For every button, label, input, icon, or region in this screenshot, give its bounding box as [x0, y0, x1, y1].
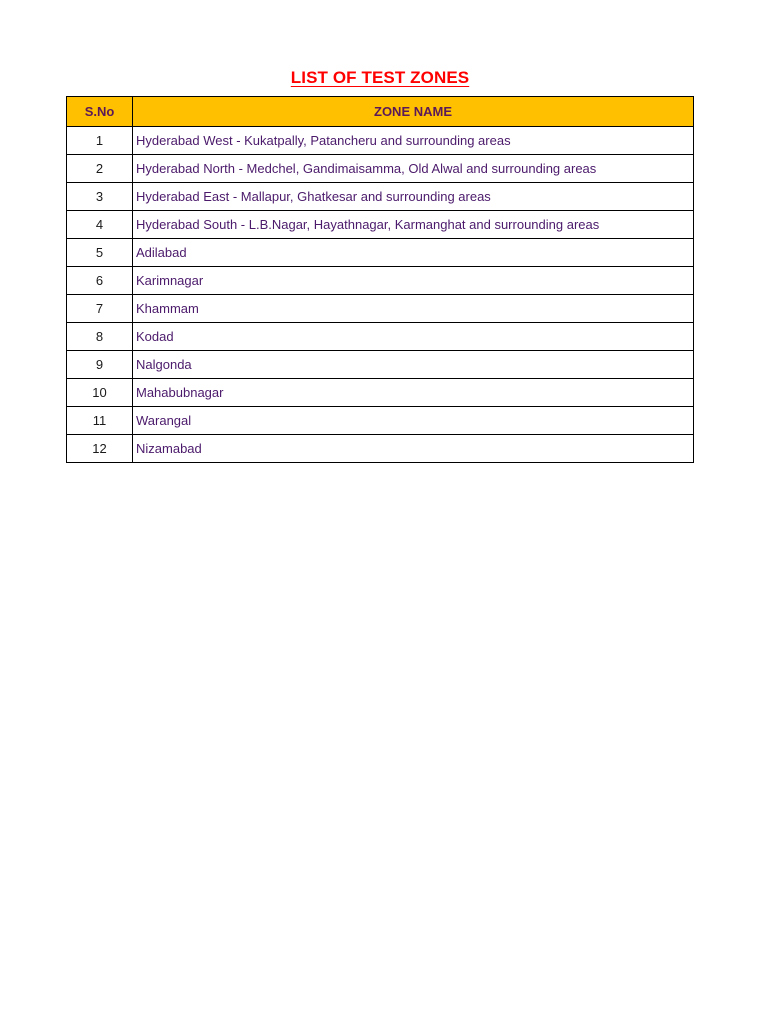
cell-zone-name: Hyderabad East - Mallapur, Ghatkesar and surrounding areas [133, 183, 694, 211]
table-row [67, 211, 694, 239]
cell-zone-name: Warangal [133, 407, 694, 435]
table-row [67, 351, 694, 379]
cell-zone-name: Karimnagar [133, 267, 694, 295]
cell-zone-name: Hyderabad South - L.B.Nagar, Hayathnagar, Karmanghat and surrounding areas [133, 211, 694, 239]
cell-sno: 9 [67, 351, 133, 379]
zones-table [66, 96, 694, 463]
cell-sno: 2 [67, 155, 133, 183]
cell-sno: 6 [67, 267, 133, 295]
cell-sno: 4 [67, 211, 133, 239]
cell-zone-name: Khammam [133, 295, 694, 323]
cell-sno: 7 [67, 295, 133, 323]
table-row [67, 323, 694, 351]
header-zone-name: ZONE NAME [133, 97, 694, 127]
table-row [67, 295, 694, 323]
cell-sno: 8 [67, 323, 133, 351]
table-row [67, 155, 694, 183]
cell-sno: 5 [67, 239, 133, 267]
cell-zone-name: Kodad [133, 323, 694, 351]
cell-sno: 12 [67, 435, 133, 463]
table-row [67, 127, 694, 155]
table-row [67, 379, 694, 407]
cell-zone-name: Adilabad [133, 239, 694, 267]
table-row [67, 239, 694, 267]
cell-sno: 11 [67, 407, 133, 435]
table-row [67, 267, 694, 295]
table-row [67, 435, 694, 463]
cell-zone-name: Hyderabad West - Kukatpally, Patancheru and surrounding areas [133, 127, 694, 155]
cell-sno: 1 [67, 127, 133, 155]
table-header-row [67, 97, 694, 127]
table-row [67, 407, 694, 435]
cell-zone-name: Hyderabad North - Medchel, Gandimaisamma, Old Alwal and surrounding areas [133, 155, 694, 183]
cell-sno: 3 [67, 183, 133, 211]
table-row [67, 183, 694, 211]
header-sno: S.No [67, 97, 133, 127]
cell-zone-name: Nizamabad [133, 435, 694, 463]
cell-zone-name: Mahabubnagar [133, 379, 694, 407]
cell-sno: 10 [67, 379, 133, 407]
page-title: LIST OF TEST ZONES [290, 68, 470, 87]
cell-zone-name: Nalgonda [133, 351, 694, 379]
